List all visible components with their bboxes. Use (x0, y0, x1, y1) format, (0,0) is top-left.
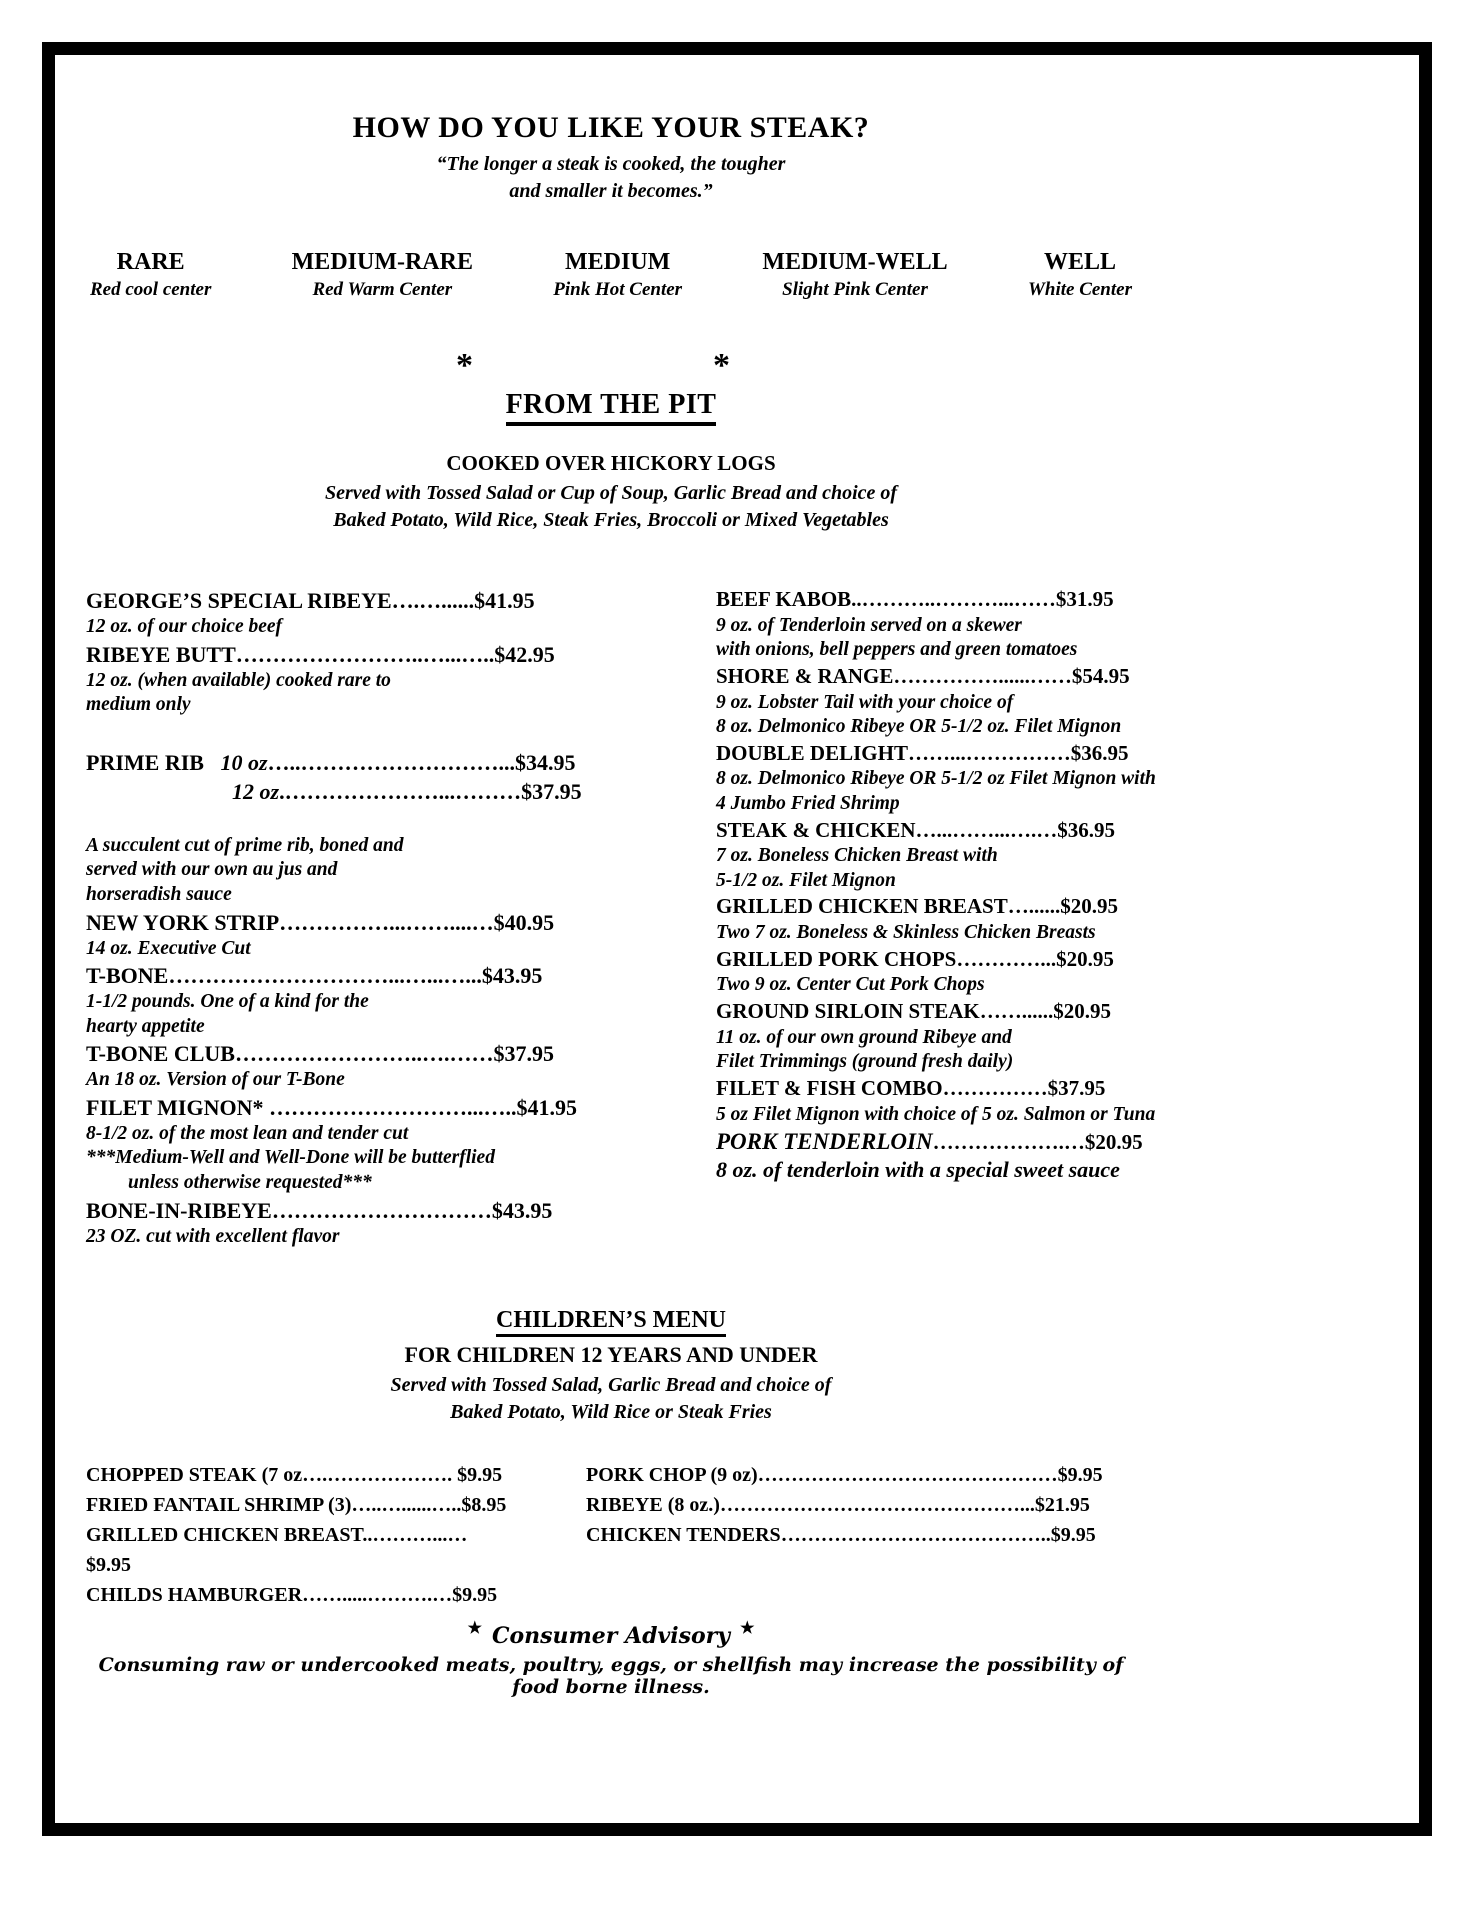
item-name: GEORGE’S SPECIAL RIBEYE (86, 588, 392, 613)
menu-item-chicken-tenders (586, 1520, 1132, 1550)
item-price: $20.95 (1060, 894, 1118, 919)
dot-leader: ……………...……....… (279, 909, 494, 935)
doneness-label: RARE (116, 249, 185, 275)
children-served-line-2: Baked Potato, Wild Rice or Steak Fries (450, 1401, 772, 1424)
item-name: GRILLED CHICKEN BREAST (86, 1524, 363, 1547)
asterisk-icon: * (713, 347, 730, 384)
advisory-title: Consumer Advisory (491, 1623, 731, 1650)
dot-leader: ….………………. (302, 1464, 458, 1487)
page-title: HOW DO YOU LIKE YOUR STEAK? (352, 111, 870, 144)
dot-leader: ……………….… (932, 1130, 1085, 1155)
item-description: 12 oz. (when available) cooked rare to (86, 669, 391, 691)
item-price: $54.95 (1071, 663, 1130, 688)
item-price: $36.95 (1070, 740, 1129, 765)
prime-rib-description (86, 834, 686, 908)
doneness-desc: Red Warm Center (312, 279, 453, 300)
item-price: $37.95 (521, 778, 582, 804)
item-description: 9 oz. Lobster Tail with your choice of (716, 691, 1014, 713)
item-name: SHORE & RANGE (716, 663, 894, 688)
item-description: unless otherwise requested*** (128, 1172, 372, 1193)
menu-item-childs-hamburger (86, 1580, 510, 1610)
children-served-note (86, 1372, 1136, 1426)
menu-item-new-york-strip (86, 908, 686, 962)
item-price: $41.95 (516, 1094, 577, 1120)
doneness-label: MEDIUM-RARE (291, 249, 473, 275)
menu-content (86, 111, 1156, 1699)
item-description: horseradish sauce (86, 883, 232, 905)
dot-leader: ………………………………….. (780, 1524, 1051, 1547)
dot-leader: …………... (956, 946, 1057, 971)
menu-item-shore-and-range (716, 663, 1168, 740)
children-column-left (86, 1460, 510, 1610)
quote (86, 151, 1136, 205)
item-description: 8 oz. Delmonico Ribeye OR 5-1/2 oz Filet Mignon with (716, 768, 1156, 790)
item-name: BONE-IN-RIBEYE (86, 1197, 272, 1223)
item-description: served with our own au jus and (86, 859, 338, 881)
item-price: $21.95 (1034, 1494, 1090, 1517)
header-section (86, 111, 1136, 205)
advisory-title-row (86, 1618, 1136, 1649)
star-icon: ★ (740, 1618, 755, 1638)
item-name: FRIED FANTAIL SHRIMP (3) (86, 1494, 352, 1517)
menu-item-child-grilled-chicken-breast (86, 1520, 510, 1580)
item-name: PORK TENDERLOIN (716, 1129, 933, 1155)
item-price: $34.95 (515, 749, 576, 775)
item-line (86, 908, 686, 937)
item-price: $37.95 (493, 1041, 554, 1067)
menu-item-double-delight (716, 740, 1168, 817)
item-price: $20.95 (1084, 1130, 1143, 1155)
menu-item-ground-sirloin-steak (716, 998, 1168, 1075)
pit-subtitle: COOKED OVER HICKORY LOGS (446, 451, 776, 475)
dot-leader: ……...…………… (907, 740, 1071, 765)
doneness-label: MEDIUM (565, 249, 671, 275)
dot-leader: ..………...… (362, 1524, 468, 1547)
item-description: 9 oz. of Tenderloin served on a skewer (716, 614, 1022, 636)
dot-leader: ………………………...….. (263, 1094, 517, 1120)
item-description: 8-1/2 oz. of the most lean and tender cut (86, 1122, 409, 1144)
item-line (86, 1093, 686, 1122)
advisory-text: Consuming raw or undercooked meats, poultry, eggs, or shellfish may increase the possibility of food borne illness. (98, 1654, 1124, 1699)
item-name: T-BONE (86, 963, 169, 989)
menu-item-chopped-steak (86, 1460, 510, 1490)
entree-grid (86, 586, 1156, 1249)
dot-leader: …….....……….… (302, 1584, 453, 1607)
item-price: $43.95 (481, 963, 543, 989)
menu-item-ribeye-butt (86, 640, 686, 718)
item-price: $42.95 (494, 641, 555, 667)
doneness-desc: White Center (1028, 279, 1132, 300)
item-price: $20.95 (1056, 946, 1114, 971)
item-description: 7 oz. Boneless Chicken Breast with (716, 845, 998, 867)
quote-line-2: and smaller it becomes.” (509, 180, 713, 202)
doneness-desc: Red cool center (90, 279, 212, 300)
doneness-desc: Pink Hot Center (553, 279, 683, 300)
item-price: $9.95 (452, 1584, 498, 1607)
item-description: 8 oz. of tenderloin with a special sweet sauce (716, 1157, 1120, 1183)
item-name: GRILLED PORK CHOPS (716, 946, 957, 971)
children-title (86, 1307, 1136, 1334)
dot-leader: .…………………...……… (279, 778, 522, 804)
item-name: GROUND SIRLOIN STEAK (716, 998, 980, 1023)
item-price: $9.95 (1057, 1464, 1103, 1487)
item-line (716, 998, 1168, 1026)
item-description: ***Medium-Well and Well-Done will be butterflied (86, 1147, 495, 1169)
doneness-well (1028, 249, 1132, 301)
menu-item-filet-and-fish-combo (716, 1075, 1168, 1127)
item-price: $31.95 (1055, 587, 1114, 611)
item-description: 1-1/2 pounds. One of a kind for the (86, 991, 369, 1013)
item-line (716, 663, 1168, 691)
item-size: 10 oz (220, 749, 268, 775)
item-line (86, 1196, 686, 1225)
item-name: CHICKEN TENDERS (586, 1524, 781, 1547)
menu-item-filet-mignon (86, 1093, 686, 1196)
item-name: DOUBLE DELIGHT (716, 740, 908, 765)
menu-item-georges-special-ribeye (86, 586, 686, 640)
doneness-label: WELL (1043, 249, 1116, 275)
item-price: $20.95 (1053, 998, 1111, 1023)
children-grid (86, 1460, 1136, 1610)
item-name: NEW YORK STRIP (86, 909, 280, 935)
dot-leader: …………… (942, 1075, 1048, 1100)
dot-leader: ……………………………………… (757, 1464, 1058, 1487)
item-name: RIBEYE BUTT (86, 641, 236, 667)
item-description: A succulent cut of prime rib, boned and (86, 834, 404, 856)
item-name: RIBEYE (8 oz.) (586, 1494, 720, 1517)
asterisk-row (68, 347, 1118, 385)
dot-leader: ……...... (979, 998, 1054, 1023)
item-price: $36.95 (1057, 817, 1116, 842)
item-name: FILET & FISH COMBO (716, 1075, 943, 1100)
dot-leader: ………………………………………... (719, 1494, 1035, 1517)
entree-column-left (86, 586, 686, 1249)
item-line (716, 740, 1168, 768)
dot-leader: …..…......….. (351, 1494, 462, 1517)
item-line (86, 748, 686, 777)
menu-item-prime-rib-12oz (86, 777, 686, 908)
menu-item-prime-rib-10oz (86, 748, 686, 777)
menu-item-steak-and-chicken (716, 817, 1168, 894)
item-price: $41.95 (474, 588, 535, 613)
item-line (716, 1075, 1168, 1103)
dot-leader: ……………......…… (893, 663, 1072, 688)
menu-item-pork-chop (586, 1460, 1132, 1490)
doneness-desc: Slight Pink Center (782, 279, 928, 300)
item-description: 12 oz. of our choice beef (86, 616, 283, 638)
item-price: $9.95 (457, 1464, 503, 1487)
item-description: 5 oz Filet Mignon with choice of 5 oz. Salmon or Tuna (716, 1103, 1156, 1125)
item-name: T-BONE CLUB (86, 1041, 235, 1067)
item-name: FILET MIGNON* (86, 1094, 264, 1120)
item-price: $43.95 (491, 1197, 553, 1223)
item-line (716, 893, 1168, 921)
dot-leader: ……………………..…...….. (235, 641, 495, 667)
item-description: Two 9 oz. Center Cut Pork Chops (716, 974, 985, 996)
menu-item-beef-kabob (716, 586, 1168, 663)
dot-leader: …...……...….… (915, 817, 1058, 842)
menu-item-grilled-pork-chops (716, 946, 1168, 998)
item-name: CHILDS HAMBURGER (86, 1584, 303, 1607)
item-line (86, 777, 686, 806)
item-line (716, 946, 1168, 974)
item-line (86, 1039, 686, 1068)
menu-item-bone-in-ribeye (86, 1196, 686, 1250)
doneness-medium (553, 249, 682, 301)
item-name: BEEF KABOB (716, 587, 852, 611)
entree-column-right (716, 586, 1168, 1249)
dot-leader: …..………………………... (267, 749, 516, 775)
item-line (716, 586, 1168, 614)
doneness-row (86, 249, 1136, 301)
item-price: $9.95 (86, 1554, 131, 1577)
item-description: 4 Jumbo Fried Shrimp (716, 792, 900, 814)
item-size: 12 oz (232, 778, 280, 804)
item-description: 23 OZ. cut with excellent flavor (86, 1225, 340, 1247)
item-description: 14 oz. Executive Cut (86, 937, 251, 959)
item-description: with onions, bell peppers and green tomatoes (716, 639, 1078, 661)
dot-leader: …………………………...…...…... (168, 963, 482, 989)
menu-item-fried-fantail-shrimp (86, 1490, 510, 1520)
menu-item-child-ribeye (586, 1490, 1132, 1520)
item-name: CHOPPED STEAK (7 oz (86, 1464, 303, 1487)
item-line (86, 640, 686, 669)
menu-item-t-bone (86, 961, 686, 1039)
menu-item-pork-tenderloin (716, 1127, 1168, 1184)
item-price: $9.95 (1050, 1524, 1096, 1547)
item-description: 8 oz. Delmonico Ribeye OR 5-1/2 oz. Filet Mignon (716, 716, 1122, 738)
item-description: 11 oz. of our own ground Ribeye and (716, 1026, 1012, 1048)
children-served-line-1: Served with Tossed Salad, Garlic Bread and choice of (390, 1374, 832, 1397)
pit-served-note (86, 480, 1136, 534)
item-name: STEAK & CHICKEN (716, 817, 916, 842)
item-description: Filet Trimmings (ground fresh daily) (716, 1051, 1014, 1073)
doneness-medium-rare (292, 249, 473, 301)
item-price: $40.95 (493, 909, 555, 935)
menu-page (42, 42, 1432, 1836)
item-name: PORK CHOP (9 oz) (586, 1464, 758, 1487)
menu-item-t-bone-club (86, 1039, 686, 1093)
asterisk-icon: * (456, 347, 473, 384)
doneness-medium-well (762, 249, 947, 301)
menu-item-grilled-chicken-breast (716, 893, 1168, 945)
pit-served-line-2: Baked Potato, Wild Rice, Steak Fries, Broccoli or Mixed Vegetables (333, 509, 889, 531)
children-title-text: CHILDREN’S MENU (496, 1307, 726, 1337)
quote-line-1: “The longer a steak is cooked, the tougher (436, 153, 786, 175)
pit-served-line-1: Served with Tossed Salad or Cup of Soup, Garlic Bread and choice of (324, 482, 898, 504)
children-section (86, 1307, 1136, 1610)
item-line (86, 586, 686, 615)
dot-leader: ……………………..….…… (234, 1041, 494, 1067)
item-name: PRIME RIB (86, 749, 204, 775)
item-price: $37.95 (1047, 1075, 1106, 1100)
item-description: 5-1/2 oz. Filet Mignon (716, 869, 896, 891)
pit-section-title (86, 389, 1136, 421)
children-column-right (586, 1460, 1132, 1610)
item-description: Two 7 oz. Boneless & Skinless Chicken Breasts (716, 922, 1096, 944)
item-description: hearty appetite (86, 1015, 205, 1037)
item-description: An 18 oz. Version of our T-Bone (86, 1069, 345, 1091)
star-icon: ★ (467, 1618, 482, 1638)
dot-leader: ….…...... (391, 588, 475, 613)
item-description: medium only (86, 694, 191, 716)
doneness-rare (90, 249, 211, 301)
doneness-label: MEDIUM-WELL (762, 249, 948, 275)
dot-leader: ………………………… (271, 1197, 492, 1223)
advisory-section (86, 1618, 1136, 1698)
pit-title-text: FROM THE PIT (506, 389, 717, 426)
item-price: $8.95 (461, 1494, 507, 1517)
dot-leader: ..………..………...…… (851, 587, 1056, 611)
item-line (716, 1127, 1168, 1157)
item-line (716, 817, 1168, 845)
item-line (86, 961, 686, 990)
dot-leader: …...... (1007, 894, 1061, 919)
item-name: GRILLED CHICKEN BREAST (716, 894, 1008, 919)
children-subtitle: FOR CHILDREN 12 YEARS AND UNDER (404, 1342, 818, 1368)
